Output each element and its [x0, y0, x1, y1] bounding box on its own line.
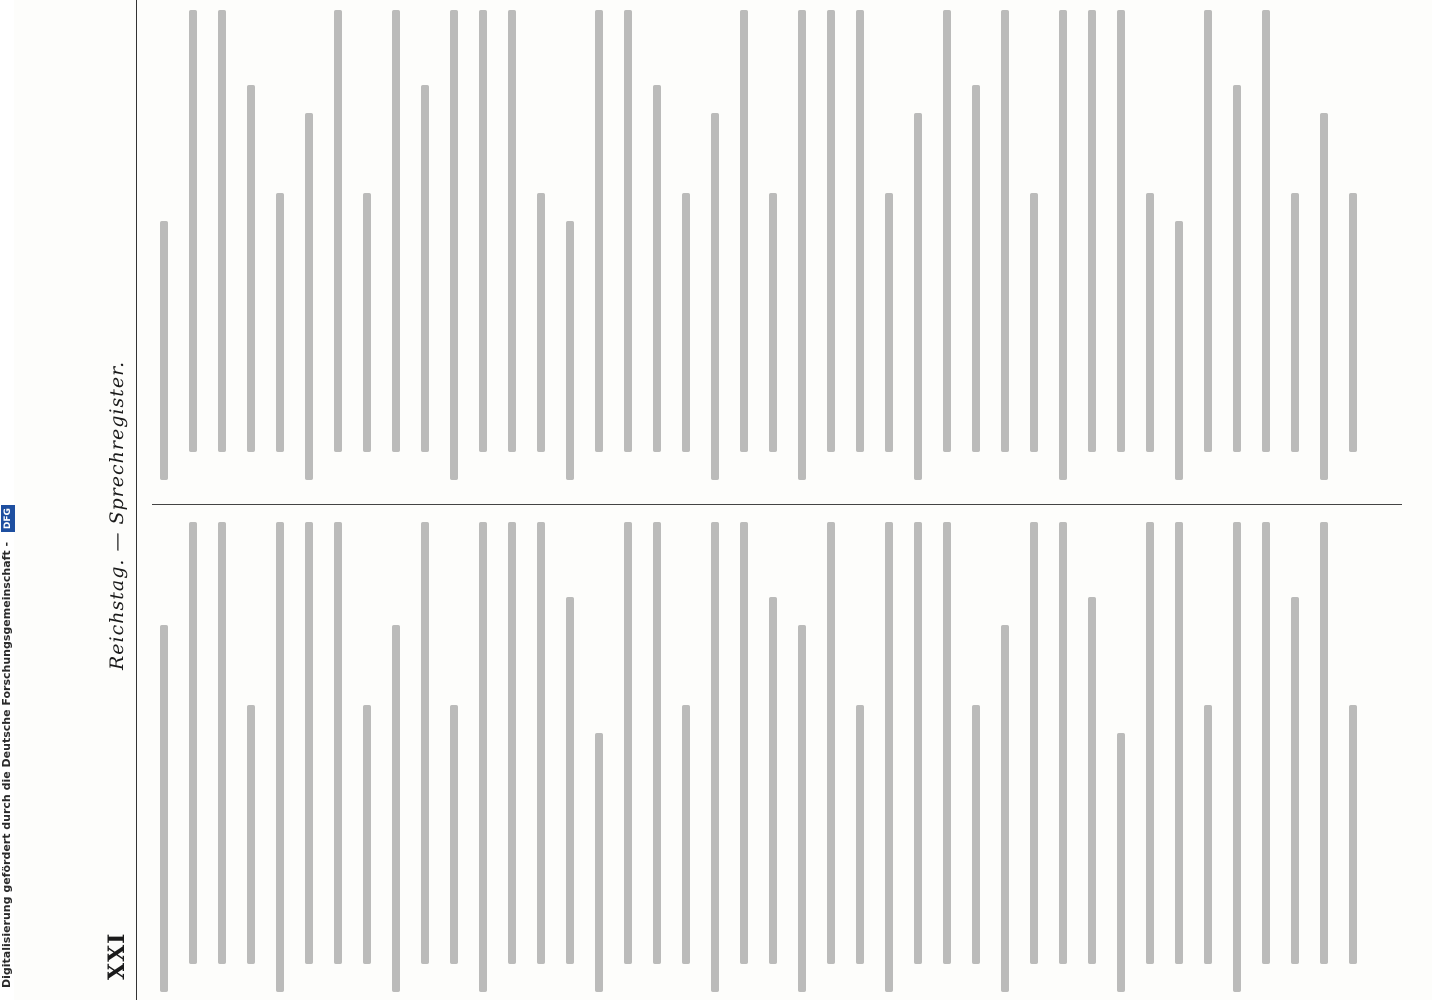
index-line-placeholder — [450, 706, 458, 965]
index-line-placeholder — [508, 10, 516, 452]
index-line-placeholder — [1146, 194, 1154, 453]
index-line-placeholder — [798, 10, 806, 480]
index-line-placeholder — [276, 194, 284, 453]
index-line-placeholder — [1204, 706, 1212, 965]
index-line-placeholder — [856, 706, 864, 965]
index-line-placeholder — [1291, 194, 1299, 453]
index-line-placeholder — [943, 522, 951, 964]
index-line-placeholder — [1088, 10, 1096, 452]
digitization-credit — [0, 0, 14, 1000]
index-line-placeholder — [624, 522, 632, 964]
index-line-placeholder — [682, 194, 690, 453]
index-line-placeholder — [885, 522, 893, 992]
index-line-placeholder — [160, 625, 168, 992]
column-left — [160, 522, 1400, 992]
index-line-placeholder — [334, 522, 342, 964]
index-line-placeholder — [1146, 522, 1154, 964]
index-line-placeholder — [711, 522, 719, 992]
index-line-placeholder — [1001, 625, 1009, 992]
running-head: Reichstag. — Sprechregister. — [106, 360, 128, 670]
header-rule — [136, 0, 137, 1000]
index-line-placeholder — [1320, 522, 1328, 964]
index-line-placeholder — [1030, 522, 1038, 964]
index-line-placeholder — [1262, 10, 1270, 452]
index-line-placeholder — [1233, 522, 1241, 992]
index-line-placeholder — [1117, 10, 1125, 452]
credit-text: Digitalisierung gefördert durch die Deutsche Forschungsgemeinschaft - — [0, 541, 13, 988]
index-line-placeholder — [1204, 10, 1212, 452]
index-line-placeholder — [595, 10, 603, 452]
index-line-placeholder — [189, 10, 197, 452]
rotated-document-page — [98, 0, 1432, 1000]
index-line-placeholder — [392, 625, 400, 992]
index-line-placeholder — [1175, 522, 1183, 964]
index-line-placeholder — [479, 10, 487, 452]
index-line-placeholder — [537, 194, 545, 453]
index-line-placeholder — [682, 706, 690, 965]
index-line-placeholder — [769, 194, 777, 453]
page-header — [98, 0, 138, 1000]
index-line-placeholder — [1059, 522, 1067, 964]
index-line-placeholder — [160, 222, 168, 481]
index-line-placeholder — [595, 734, 603, 993]
index-line-placeholder — [885, 194, 893, 453]
index-line-placeholder — [566, 222, 574, 481]
index-line-placeholder — [653, 522, 661, 964]
index-line-placeholder — [1088, 597, 1096, 964]
index-line-placeholder — [218, 10, 226, 452]
index-line-placeholder — [1349, 706, 1357, 965]
index-line-placeholder — [711, 113, 719, 480]
index-line-placeholder — [363, 706, 371, 965]
dfg-logo: DFG — [1, 505, 15, 532]
index-line-placeholder — [769, 597, 777, 964]
index-line-placeholder — [1291, 597, 1299, 964]
index-line-placeholder — [450, 10, 458, 480]
index-line-placeholder — [1320, 113, 1328, 480]
index-line-placeholder — [508, 522, 516, 964]
index-line-placeholder — [827, 10, 835, 452]
index-line-placeholder — [827, 522, 835, 964]
index-line-placeholder — [798, 625, 806, 992]
index-line-placeholder — [363, 194, 371, 453]
index-line-placeholder — [943, 10, 951, 452]
index-line-placeholder — [914, 113, 922, 480]
index-line-placeholder — [972, 706, 980, 965]
index-line-placeholder — [1117, 734, 1125, 993]
index-line-placeholder — [305, 113, 313, 480]
page-number: XXI — [104, 932, 130, 980]
index-line-placeholder — [276, 522, 284, 992]
index-line-placeholder — [189, 522, 197, 964]
index-line-placeholder — [566, 597, 574, 964]
index-line-placeholder — [653, 85, 661, 452]
index-line-placeholder — [218, 522, 226, 964]
index-line-placeholder — [624, 10, 632, 452]
index-line-placeholder — [421, 522, 429, 964]
index-line-placeholder — [914, 522, 922, 964]
index-line-placeholder — [537, 522, 545, 964]
index-line-placeholder — [334, 10, 342, 452]
index-line-placeholder — [740, 522, 748, 964]
column-divider — [152, 504, 1402, 505]
index-line-placeholder — [740, 10, 748, 452]
index-line-placeholder — [1001, 10, 1009, 452]
index-line-placeholder — [1262, 522, 1270, 964]
index-line-placeholder — [421, 85, 429, 452]
index-line-placeholder — [305, 522, 313, 964]
index-line-placeholder — [1349, 194, 1357, 453]
index-line-placeholder — [1233, 85, 1241, 452]
index-line-placeholder — [392, 10, 400, 452]
index-line-placeholder — [856, 10, 864, 452]
index-line-placeholder — [247, 706, 255, 965]
index-line-placeholder — [972, 85, 980, 452]
index-line-placeholder — [479, 522, 487, 992]
index-line-placeholder — [1175, 222, 1183, 481]
index-line-placeholder — [1059, 10, 1067, 480]
index-line-placeholder — [247, 85, 255, 452]
column-right — [160, 10, 1400, 480]
index-line-placeholder — [1030, 194, 1038, 453]
